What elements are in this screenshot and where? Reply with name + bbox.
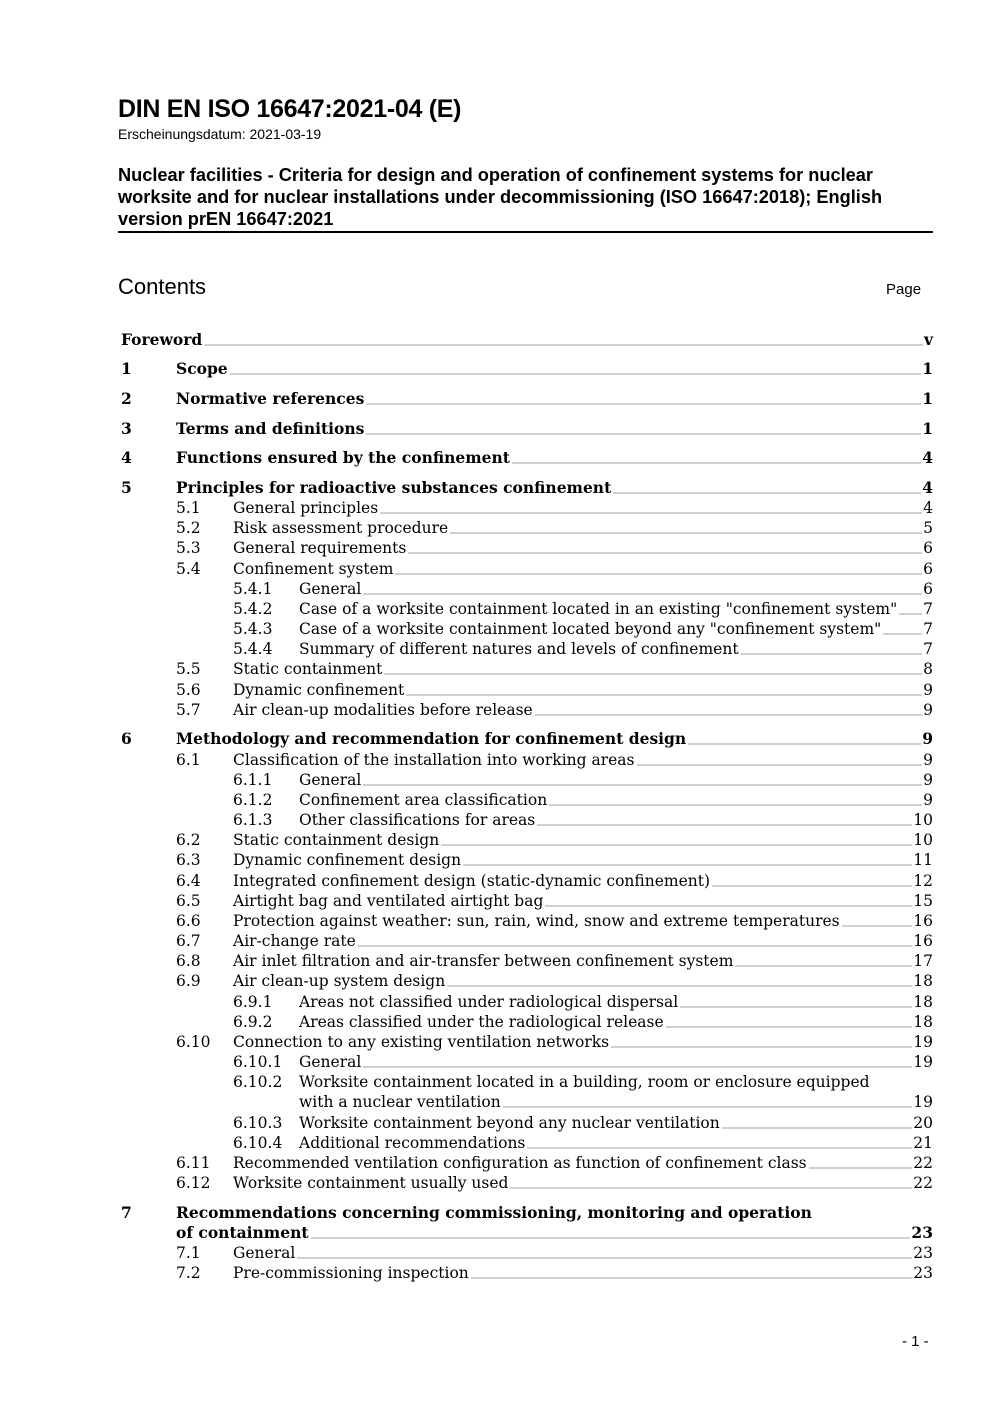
toc-entry (176, 728, 933, 748)
toc-entry-title: Recommendations concerning commissioning, monitoring and operation (176, 1203, 812, 1222)
toc-entry-title-continued: of containment (176, 1223, 309, 1242)
toc-entry-title: Classification of the installation into working areas (233, 751, 635, 769)
toc-entry-number: 5.4.1 (233, 580, 273, 598)
toc-entry (233, 829, 933, 849)
toc-entry-page: 18 (913, 1013, 933, 1031)
toc-leader-dots (395, 573, 922, 575)
toc-entry-page: 22 (913, 1154, 933, 1172)
toc-entry-title: Areas classified under the radiological release (299, 1013, 664, 1031)
toc-entry-page: 9 (923, 681, 933, 699)
toc-entry (299, 809, 933, 829)
toc-entry-title: Pre-commissioning inspection (233, 1264, 469, 1282)
toc-entry (233, 1031, 933, 1051)
toc-leader-dots (471, 1277, 913, 1279)
toc-leader-dots (366, 403, 921, 405)
toc-entry (299, 1051, 933, 1071)
toc-entry-title: Scope (176, 359, 228, 378)
toc-leader-dots (503, 1106, 913, 1108)
toc-entry-number: 5.5 (176, 660, 201, 678)
toc-leader-dots (535, 714, 922, 716)
toc-leader-dots (741, 653, 923, 655)
toc-entry (233, 849, 933, 869)
toc-entry (233, 699, 933, 719)
toc-entry (233, 930, 933, 950)
toc-entry-title: Static containment (233, 660, 383, 678)
publication-date: Erscheinungsdatum: 2021-03-19 (118, 126, 322, 142)
toc-entry-page: 18 (913, 993, 933, 1011)
toc-entry-number: 6.12 (176, 1174, 211, 1192)
toc-entry (299, 769, 933, 789)
toc-entry-page: 12 (913, 872, 933, 890)
toc-leader-dots (613, 492, 921, 494)
toc-entry-number: 2 (121, 389, 132, 408)
toc-leader-dots (842, 925, 913, 927)
toc-entry-number: 6 (121, 729, 132, 748)
toc-entry-page: 8 (923, 660, 933, 678)
toc-entry (233, 870, 933, 890)
toc-entry-title: Foreword (121, 330, 203, 349)
toc-entry (176, 388, 933, 408)
toc-leader-dots (297, 1257, 912, 1259)
toc-entry (299, 598, 933, 618)
toc-entry-number: 6.10 (176, 1033, 211, 1051)
toc-entry-number: 5.4.2 (233, 600, 273, 618)
toc-entry-title: Areas not classified under radiological dispersal (299, 993, 679, 1011)
toc-entry (121, 329, 933, 349)
toc-entry (299, 618, 933, 638)
toc-entry-number: 5.2 (176, 519, 201, 537)
toc-entry-number: 6.9 (176, 972, 201, 990)
toc-entry-title: Principles for radioactive substances confinement (176, 478, 612, 497)
toc-leader-dots (883, 633, 922, 635)
toc-entry-page: 5 (923, 519, 933, 537)
toc-entry-number: 6.1.2 (233, 791, 273, 809)
toc-entry-number: 6.1 (176, 751, 201, 769)
toc-entry (233, 910, 933, 930)
toc-entry-number: 6.10.1 (233, 1053, 283, 1071)
toc-entry-page: 9 (922, 729, 933, 748)
toc-entry-number: 5.4.3 (233, 620, 273, 638)
toc-leader-dots (363, 784, 922, 786)
toc-entry-title: Confinement system (233, 560, 394, 578)
toc-entry-title: Functions ensured by the confinement (176, 448, 510, 467)
toc-entry-page: 15 (913, 892, 933, 910)
toc-entry-page: 18 (913, 972, 933, 990)
toc-entry-number: 6.1.3 (233, 811, 273, 829)
toc-leader-dots (549, 804, 922, 806)
toc-entry (233, 537, 933, 557)
toc-entry-title: Other classifications for areas (299, 811, 536, 829)
toc-entry-number: 6.2 (176, 831, 201, 849)
toc-entry-title: Case of a worksite containment located in an existing "confinement system" (299, 600, 898, 618)
toc-entry-page: 6 (923, 580, 933, 598)
toc-leader-dots (611, 1046, 912, 1048)
toc-entry (299, 1091, 933, 1111)
toc-entry-page: v (923, 330, 933, 349)
toc-entry (233, 749, 933, 769)
toc-entry (233, 890, 933, 910)
toc-entry-page: 10 (913, 831, 933, 849)
toc-entry-title: Connection to any existing ventilation networks (233, 1033, 610, 1051)
toc-leader-dots (722, 1127, 913, 1129)
toc-entry-number: 6.9.2 (233, 1013, 273, 1031)
toc-entry (233, 558, 933, 578)
toc-leader-dots (311, 1237, 911, 1239)
toc-entry-page: 10 (913, 811, 933, 829)
toc-entry-title: General (299, 1053, 362, 1071)
toc-entry-title: Risk assessment procedure (233, 519, 449, 537)
toc-entry-page: 1 (922, 419, 933, 438)
toc-entry-title: Additional recommendations (299, 1134, 526, 1152)
toc-entry-number: 6.6 (176, 912, 201, 930)
toc-entry-page: 9 (923, 791, 933, 809)
toc-entry-number: 6.5 (176, 892, 201, 910)
toc-entry-number: 1 (121, 359, 132, 378)
toc-leader-dots (441, 844, 912, 846)
toc-entry-page: 7 (923, 600, 933, 618)
toc-entry-page: 11 (913, 851, 933, 869)
toc-leader-dots (384, 673, 922, 675)
toc-leader-dots (899, 613, 922, 615)
toc-entry (299, 578, 933, 598)
toc-entry-title: Air inlet filtration and air-transfer between confinement system (233, 952, 734, 970)
toc-entry (233, 1172, 933, 1192)
toc-entry-title: Air clean-up modalities before release (233, 701, 533, 719)
toc-entry-page: 20 (913, 1114, 933, 1132)
toc-entry-title: Dynamic confinement design (233, 851, 462, 869)
toc-entry-page: 21 (913, 1134, 933, 1152)
toc-leader-dots (363, 1066, 912, 1068)
toc-entry-number: 6.1.1 (233, 771, 273, 789)
toc-entry-title: General principles (233, 499, 379, 517)
toc-entry (299, 638, 933, 658)
toc-leader-dots (363, 593, 922, 595)
toc-entry (233, 517, 933, 537)
toc-leader-dots (680, 1006, 912, 1008)
toc-entry-page: 19 (913, 1033, 933, 1051)
toc-entry-number: 5.4.4 (233, 640, 273, 658)
toc-entry-page: 4 (923, 499, 933, 517)
toc-entry-page: 19 (913, 1093, 933, 1111)
toc-entry (299, 789, 933, 809)
toc-entry-title: Airtight bag and ventilated airtight bag (233, 892, 544, 910)
toc-leader-dots (358, 945, 913, 947)
toc-leader-dots (527, 1147, 912, 1149)
toc-leader-dots (809, 1167, 913, 1169)
toc-entry-page: 4 (922, 478, 933, 497)
toc-entry (176, 1222, 933, 1242)
toc-entry-number: 5.1 (176, 499, 201, 517)
toc-entry-page: 6 (923, 560, 933, 578)
toc-entry-number: 6.4 (176, 872, 201, 890)
toc-leader-dots (406, 694, 922, 696)
toc-leader-dots (712, 885, 912, 887)
toc-entry-page: 23 (913, 1264, 933, 1282)
toc-entry-page: 16 (913, 932, 933, 950)
toc-entry-number: 6.10.4 (233, 1134, 283, 1152)
toc-leader-dots (537, 824, 912, 826)
toc-entry-page: 1 (922, 389, 933, 408)
toc-entry (176, 358, 933, 378)
toc-entry-number: 7.1 (176, 1244, 201, 1262)
toc-entry-title: Air clean-up system design (233, 972, 446, 990)
toc-entry-page: 9 (923, 771, 933, 789)
toc-entry (176, 418, 933, 438)
toc-entry-number: 4 (121, 448, 132, 467)
toc-entry-title: General (299, 580, 362, 598)
page-column-label: Page (886, 281, 922, 298)
toc-entry-number: 5.3 (176, 539, 201, 557)
toc-entry-number: 6.3 (176, 851, 201, 869)
toc-leader-dots (545, 905, 912, 907)
toc-entry (233, 497, 933, 517)
toc-entry-page: 7 (923, 640, 933, 658)
toc-leader-dots (512, 462, 921, 464)
toc-entry-page: 4 (922, 448, 933, 467)
document-id: DIN EN ISO 16647:2021-04 (E) (118, 95, 462, 123)
toc-leader-dots (688, 743, 921, 745)
document-title: Nuclear facilities - Criteria for design and operation of confinement systems for nuclear worksite and for nuclear installations under decommissioning (ISO 16647:2018); English version prEN 16647:2021 (118, 164, 933, 233)
toc-leader-dots (230, 373, 922, 375)
toc-entry-title: Worksite containment beyond any nuclear ventilation (299, 1114, 720, 1132)
toc-entry-page: 19 (913, 1053, 933, 1071)
toc-leader-dots (408, 552, 922, 554)
toc-entry-number: 5.6 (176, 681, 201, 699)
toc-entry-number: 7 (121, 1203, 132, 1222)
toc-entry-number: 6.8 (176, 952, 201, 970)
toc-entry-title: Static containment design (233, 831, 440, 849)
toc-entry-title: Methodology and recommendation for confinement design (176, 729, 687, 748)
toc-entry-page: 6 (923, 539, 933, 557)
toc-entry-page: 1 (922, 359, 933, 378)
toc-entry-number: 5.7 (176, 701, 201, 719)
contents-heading: Contents (118, 274, 207, 299)
toc-entry (299, 1112, 933, 1132)
toc-entry (233, 1152, 933, 1172)
toc-entry-page: 23 (911, 1223, 933, 1242)
toc-leader-dots (463, 864, 912, 866)
toc-entry-page: 17 (913, 952, 933, 970)
toc-entry-title: Case of a worksite containment located beyond any "confinement system" (299, 620, 882, 638)
toc-entry (233, 658, 933, 678)
toc-entry-page: 22 (913, 1174, 933, 1192)
toc-entry (233, 679, 933, 699)
toc-entry-number: 6.10.3 (233, 1114, 283, 1132)
toc-entry-page: 23 (913, 1244, 933, 1262)
toc-entry-title: Integrated confinement design (static-dynamic confinement) (233, 872, 711, 890)
toc-leader-dots (510, 1187, 912, 1189)
page-number: - 1 - (902, 1333, 929, 1350)
toc-entry-title: Normative references (176, 389, 365, 408)
toc-leader-dots (366, 433, 921, 435)
toc-entry-title: Summary of different natures and levels of confinement (299, 640, 739, 658)
toc-leader-dots (204, 344, 923, 346)
toc-entry-title: General (299, 771, 362, 789)
toc-leader-dots (447, 985, 912, 987)
toc-entry (299, 1132, 933, 1152)
toc-entry-number: 5 (121, 478, 132, 497)
toc-entry-page: 7 (923, 620, 933, 638)
toc-entry-page: 16 (913, 912, 933, 930)
toc-entry-number: 6.9.1 (233, 993, 273, 1011)
toc-entry-title: Protection against weather: sun, rain, wind, snow and extreme temperatures (233, 912, 840, 930)
toc-entry-title: Worksite containment located in a building, room or enclosure equipped (299, 1073, 870, 1091)
toc-entry (299, 991, 933, 1011)
toc-entry (176, 477, 933, 497)
toc-entry-title: Dynamic confinement (233, 681, 405, 699)
toc-entry-title: General requirements (233, 539, 407, 557)
toc-leader-dots (450, 532, 922, 534)
toc-entry (233, 970, 933, 990)
toc-entry-number: 5.4 (176, 560, 201, 578)
toc-entry-number: 7.2 (176, 1264, 201, 1282)
toc-leader-dots (735, 965, 912, 967)
toc-entry-title: Air-change rate (233, 932, 356, 950)
toc-leader-dots (380, 512, 922, 514)
toc-leader-dots (637, 764, 923, 766)
toc-entry-title-continued: with a nuclear ventilation (299, 1093, 501, 1111)
toc-entry (233, 950, 933, 970)
toc-entry-number: 6.7 (176, 932, 201, 950)
toc-entry (233, 1262, 933, 1282)
toc-entry-number: 3 (121, 419, 132, 438)
toc-entry-number: 6.11 (176, 1154, 211, 1172)
toc-entry-title: Worksite containment usually used (233, 1174, 509, 1192)
toc-leader-dots (666, 1026, 913, 1028)
toc-entry (233, 1242, 933, 1262)
toc-entry-page: 9 (923, 701, 933, 719)
toc-entry-title: Confinement area classification (299, 791, 548, 809)
toc-entry-title: Terms and definitions (176, 419, 365, 438)
toc-entry-page: 9 (923, 751, 933, 769)
toc-entry-title: Recommended ventilation configuration as function of confinement class (233, 1154, 807, 1172)
toc-entry (299, 1011, 933, 1031)
toc-entry-number: 6.10.2 (233, 1073, 283, 1091)
toc-entry (176, 447, 933, 467)
toc-entry-title: General (233, 1244, 296, 1262)
